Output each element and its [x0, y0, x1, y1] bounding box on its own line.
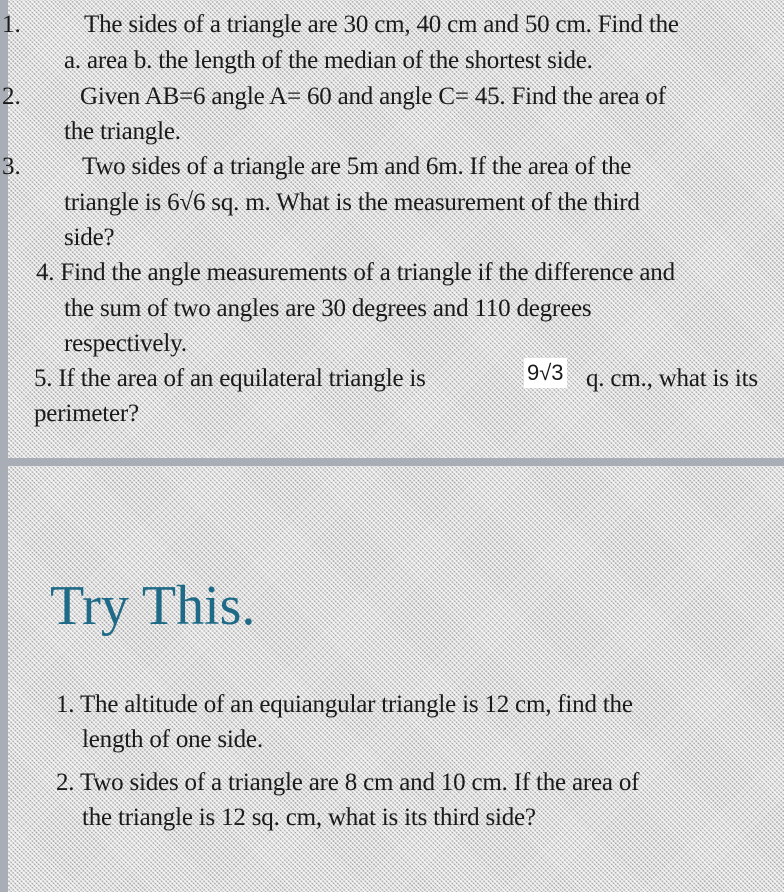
problem-5-line-1: 5. If the area of an equilateral triangle is: [34, 365, 426, 392]
problem-4-line-1: 4. Find the angle measurements of a triangle if the difference and: [36, 259, 675, 286]
item-number: 2.: [2, 83, 21, 110]
problem-1-line-2: a. area b. the length of the median of the shortest side.: [64, 47, 593, 74]
problem-2-line-1: Given AB=6 angle A= 60 and angle C= 45. Find the area of: [80, 83, 666, 110]
problem-4-line-3: respectively.: [64, 330, 187, 357]
problem-4-line-2: the sum of two angles are 30 degrees and 110 degrees: [64, 295, 592, 322]
item-number: 3.: [2, 153, 21, 180]
math-equation-image: 9√3: [524, 358, 567, 388]
problem-3-line-3: side?: [64, 224, 115, 251]
problem-5-line-1-end: q. cm., what is its: [586, 365, 758, 392]
document-page-1: [2, 0, 784, 458]
document-page-2: [8, 466, 784, 892]
problem-5-line-2: perimeter?: [34, 400, 139, 427]
problem-3-line-2: triangle is 6√6 sq. m. What is the measurement of the third: [64, 189, 640, 216]
exercise-2-line-2: the triangle is 12 sq. cm, what is its third side?: [82, 804, 536, 831]
exercise-1-line-1: 1. The altitude of an equiangular triangle is 12 cm, find the: [56, 691, 633, 718]
item-number: 1.: [2, 11, 21, 38]
problem-2-line-2: the triangle.: [64, 118, 181, 145]
problem-3-line-1: Two sides of a triangle are 5m and 6m. If the area of the: [82, 153, 632, 180]
section-heading: Try This.: [50, 575, 256, 637]
problem-1-line-1: The sides of a triangle are 30 cm, 40 cm and 50 cm. Find the: [84, 11, 679, 38]
exercise-2-line-1: 2. Two sides of a triangle are 8 cm and 10 cm. If the area of: [56, 769, 640, 796]
exercise-1-line-2: length of one side.: [82, 726, 263, 753]
